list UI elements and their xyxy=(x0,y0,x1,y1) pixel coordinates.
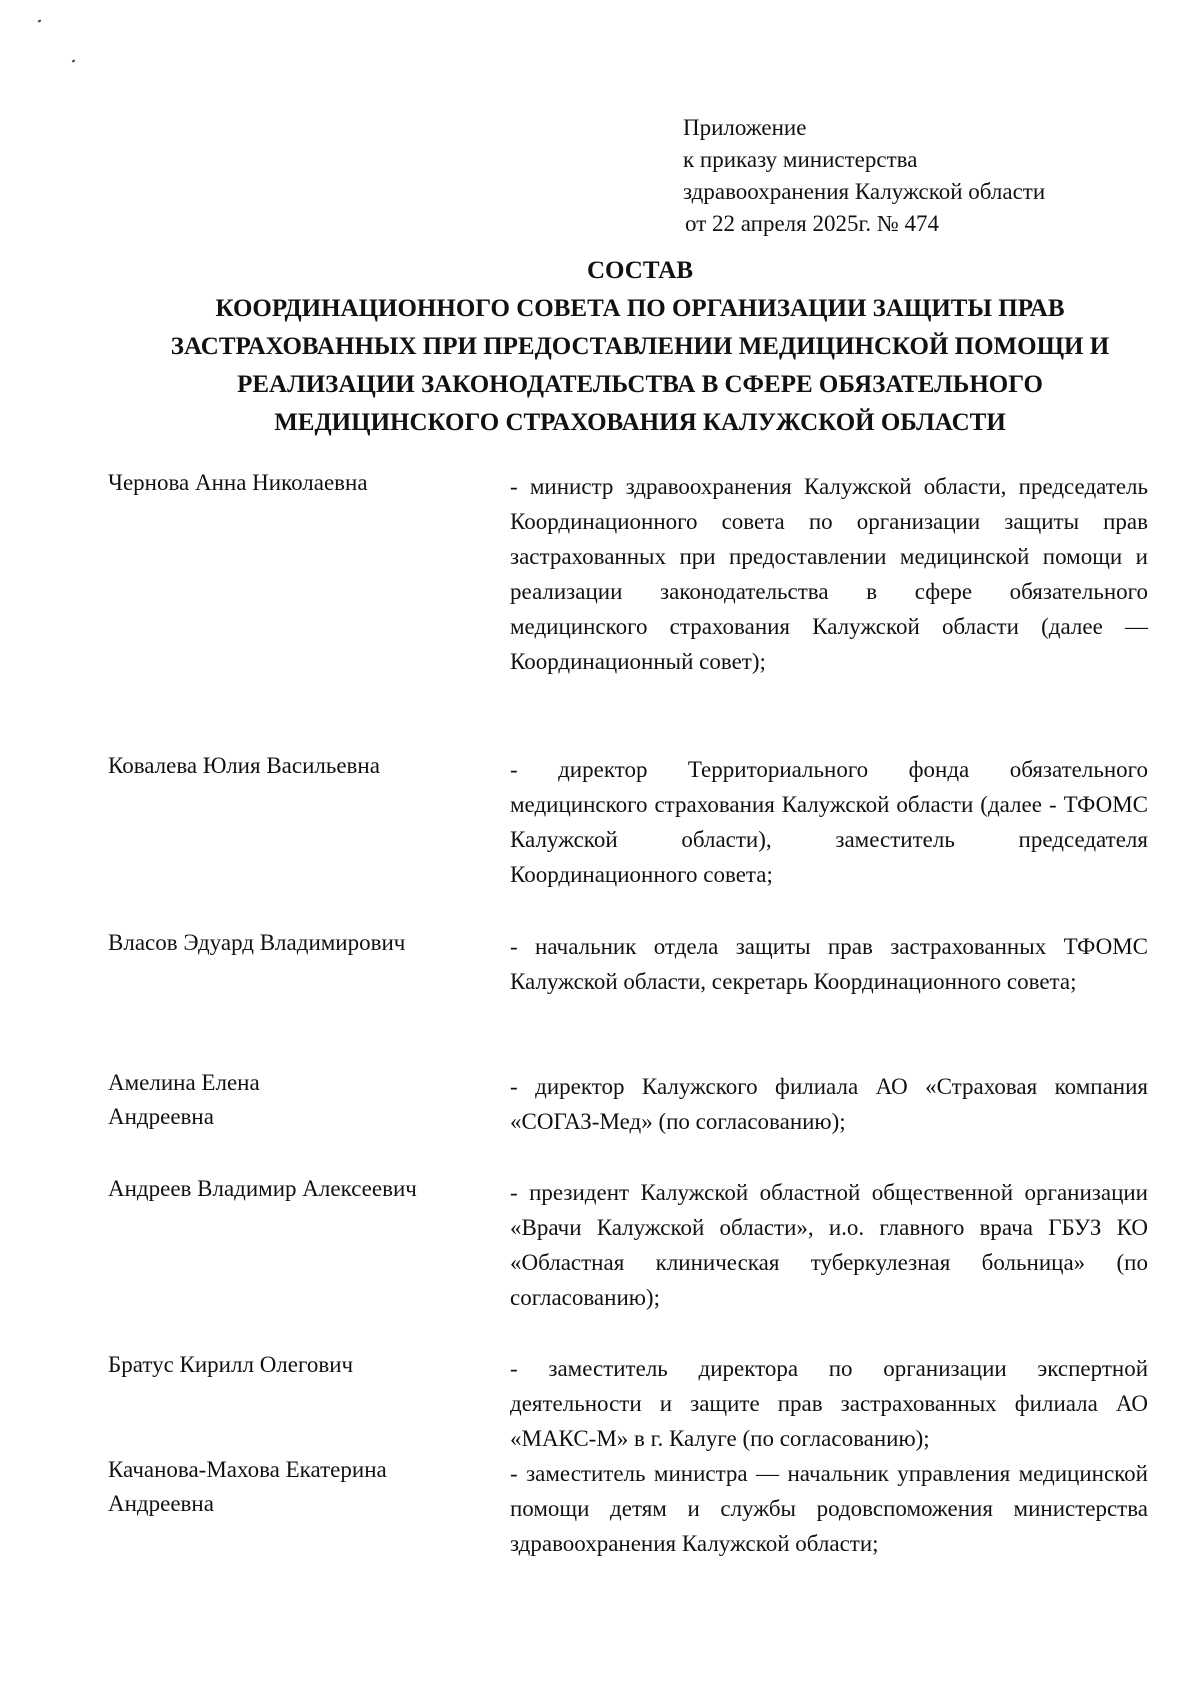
scan-speck xyxy=(72,59,76,62)
member-name: Амелина Елена Андреевна xyxy=(108,1070,260,1129)
member-role: - начальник отдела защиты прав застрахованных ТФОМС Калужской области, секретарь Координационного совета; xyxy=(510,934,1148,994)
title-line: СОСТАВ xyxy=(586,257,694,284)
member-name: Чернова Анна Николаевна xyxy=(108,470,368,495)
member-role: - заместитель директора по организации экспертной деятельности и защите прав застрахованных филиала АО «МАКС-М» в г. Калуге (по согласованию); xyxy=(510,1356,1148,1451)
member-name: Власов Эдуард Владимирович xyxy=(108,930,406,955)
member-role: - заместитель министра — начальник управления медицинской помощи детям и службы родовспоможения министерства здравоохранения Калужской области; xyxy=(510,1461,1148,1556)
title-line: РЕАЛИЗАЦИИ ЗАКОНОДАТЕЛЬСТВА В СФЕРЕ ОБЯЗАТЕЛЬНОГО xyxy=(237,371,1043,398)
member-name: Ковалева Юлия Васильевна xyxy=(108,753,380,778)
annex-line: здравоохранения Калужской области xyxy=(683,179,1046,204)
member-role: - директор Калужского филиала АО «Страховая компания «СОГАЗ-Мед» (по согласованию); xyxy=(510,1074,1148,1134)
title-line: КООРДИНАЦИОННОГО СОВЕТА ПО ОРГАНИЗАЦИИ ЗАЩИТЫ ПРАВ xyxy=(215,295,1065,322)
annex-header xyxy=(683,112,1045,240)
member-name: Андреев Владимир Алексеевич xyxy=(108,1176,417,1201)
member-role: - президент Калужской областной общественной организации «Врачи Калужской области», и.о. главного врача ГБУЗ КО «Областная клиническая туберкулезная больница» (по согласованию); xyxy=(510,1180,1148,1310)
title-line: МЕДИЦИНСКОГО СТРАХОВАНИЯ КАЛУЖСКОЙ ОБЛАСТИ xyxy=(274,409,1006,436)
annex-line: Приложение xyxy=(683,115,807,140)
document-title xyxy=(100,252,1180,442)
title-line: ЗАСТРАХОВАННЫХ ПРИ ПРЕДОСТАВЛЕНИИ МЕДИЦИНСКОЙ ПОМОЩИ И xyxy=(170,333,1110,360)
member-name: Качанова-Махова Екатерина Андреевна xyxy=(108,1457,387,1516)
member-role: - директор Территориального фонда обязательного медицинского страхования Калужской области (далее - ТФОМС Калужской области), заместитель председателя Координационного совета; xyxy=(510,757,1148,887)
annex-date-line: от 22 апреля 2025г. № 474 xyxy=(685,211,940,236)
scan-speck xyxy=(38,19,42,22)
annex-line: к приказу министерства xyxy=(683,147,918,172)
member-role: - министр здравоохранения Калужской области, председатель Координационного совета по организации защиты прав застрахованных при предоставлении медицинской помощи и реализации законодательства в сфере обязательного медицинского страхования Калужской области (далее — Координационный совет); xyxy=(510,474,1148,674)
member-name: Братус Кирилл Олегович xyxy=(108,1352,354,1377)
